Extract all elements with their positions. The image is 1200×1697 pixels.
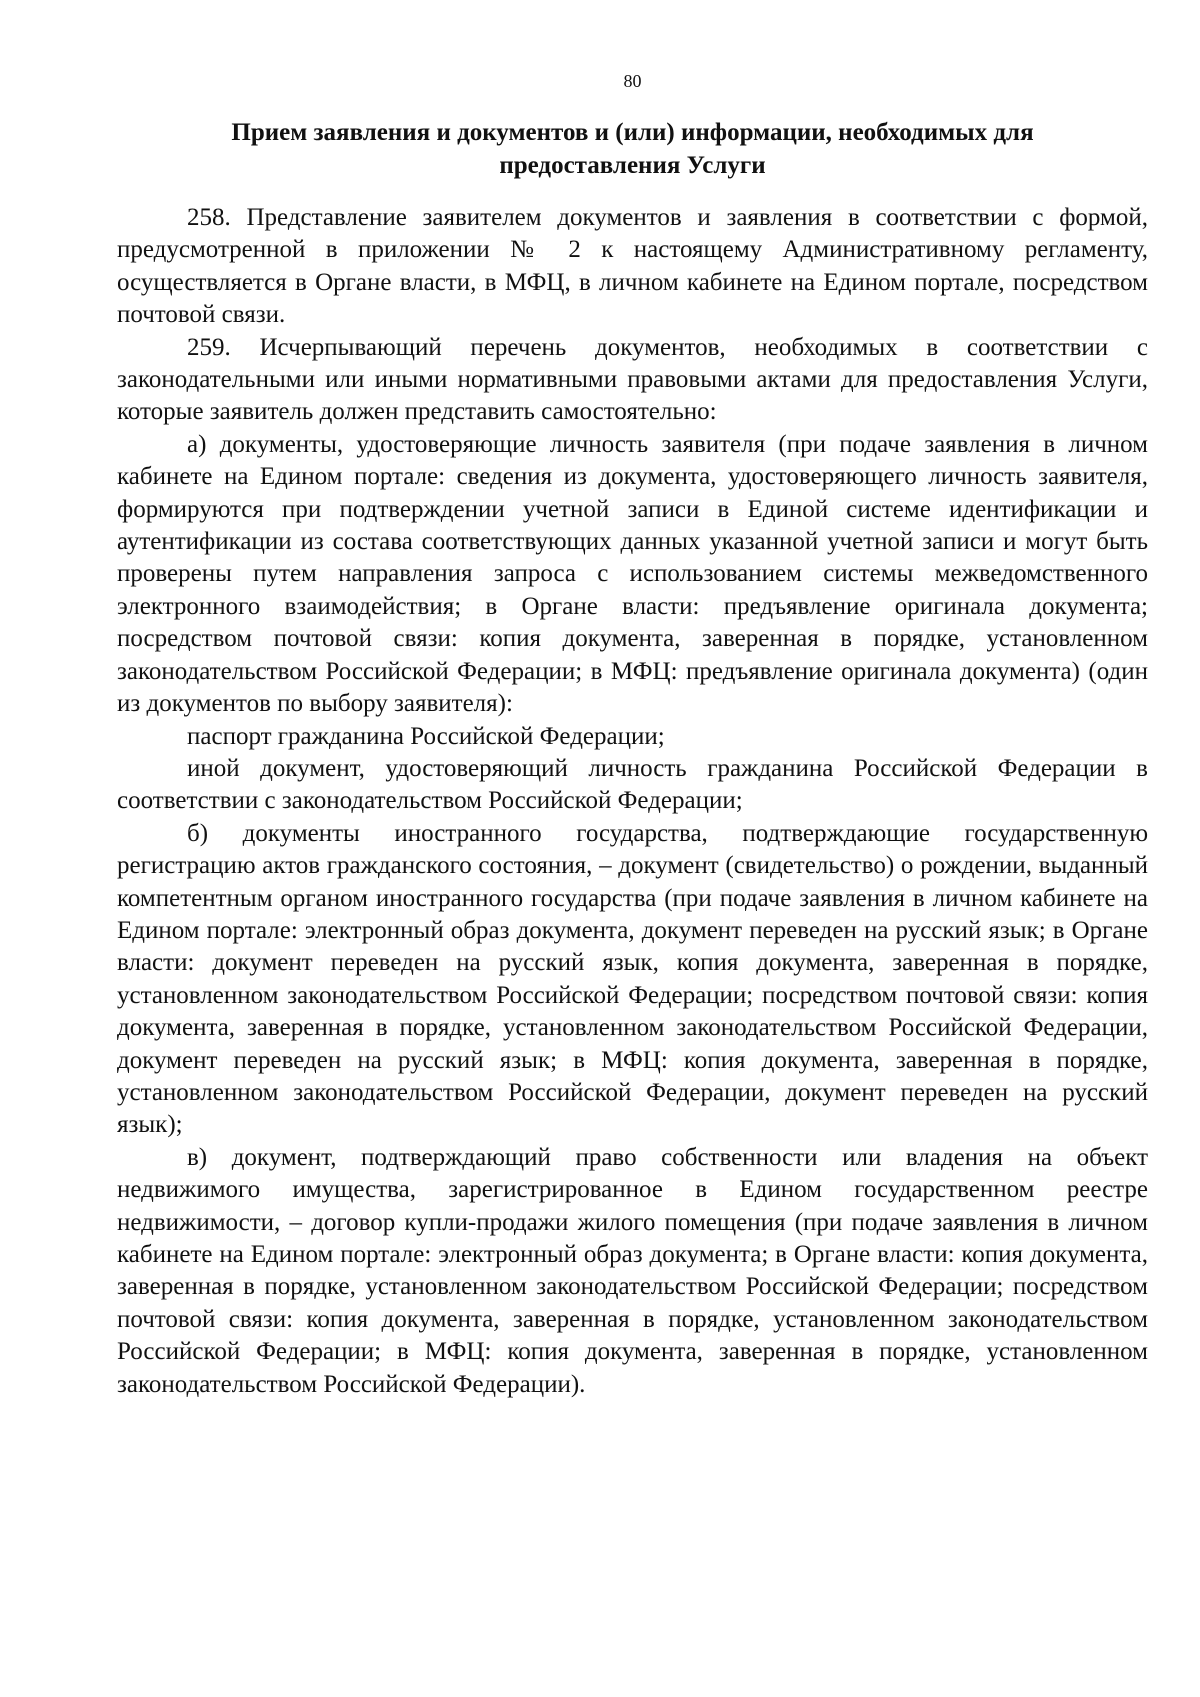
paragraph-259-v: в) документ, подтверждающий право собственности или владения на объект недвижимого имущества, зарегистрированное в Едином государственном реестре недвижимости, – договор купли-продажи жилого помещения (при подаче заявления в личном кабинете на Едином портале: электронный образ документа; в Органе власти: копия документа, заверенная в порядке, установленном законодательством Российской Федерации; посредством почтовой связи: копия документа, заверенная в порядке, установленном законодательством Российской Федерации; в МФЦ: копия документа, заверенная в порядке, установленном законодательством Российской Федерации). (117, 1143, 1148, 1398)
document-page (117, 70, 1148, 1401)
paragraph-259-a: а) документы, удостоверяющие личность заявителя (при подаче заявления в личном кабинете на Едином портале: сведения из документа, удостоверяющего личность заявителя, формируются при подтверждении учетной записи в Единой системе идентификации и аутентификации из состава соответствующих данных указанной учетной записи и могут быть проверены путем направления запроса с использованием системы межведомственного электронного взаимодействия; в Органе власти: предъявление оригинала документа; посредством почтовой связи: копия документа, заверенная в порядке, установленном законодательством Российской Федерации; в МФЦ: предъявление оригинала документа) (один из документов по выбору заявителя): (117, 430, 1148, 718)
section-title (117, 116, 1148, 182)
section-title-line-1: Прием заявления и документов и (или) информации, необходимых для (231, 119, 1034, 146)
page-number: 80 (623, 71, 642, 91)
section-title-line-2: предоставления Услуги (499, 152, 766, 179)
document-body (117, 202, 1148, 1401)
paragraph-259: 259. Исчерпывающий перечень документов, необходимых в соответствии с законодательными или иными нормативными правовыми актами для предоставления Услуги, которые заявитель должен представить самостоятельно: (117, 333, 1148, 426)
paragraph-259-b: б) документы иностранного государства, подтверждающие государственную регистрацию актов гражданского состояния, – документ (свидетельство) о рождении, выданный компетентным органом иностранного государства (при подаче заявления в личном кабинете на Едином портале: электронный образ документа, документ переведен на русский язык; в Органе власти: документ переведен на русский язык, копия документа, заверенная в порядке, установленном законодательством Российской Федерации; посредством почтовой связи: копия документа, заверенная в порядке, установленном законодательством Российской Федерации, документ переведен на русский язык; в МФЦ: копия документа, заверенная в порядке, установленном законодательством Российской Федерации, документ переведен на русский язык); (117, 819, 1148, 1139)
paragraph-passport: паспорт гражданина Российской Федерации; (187, 722, 665, 750)
paragraph-other-id-document: иной документ, удостоверяющий личность гражданина Российской Федерации в соответствии с законодательством Российской Федерации; (117, 754, 1148, 815)
paragraph-258: 258. Представление заявителем документов и заявления в соответствии с формой, предусмотренной в приложении № 2 к настоящему Административному регламенту, осуществляется в Органе власти, в МФЦ, в личном кабинете на Едином портале, посредством почтовой связи. (117, 204, 1148, 329)
